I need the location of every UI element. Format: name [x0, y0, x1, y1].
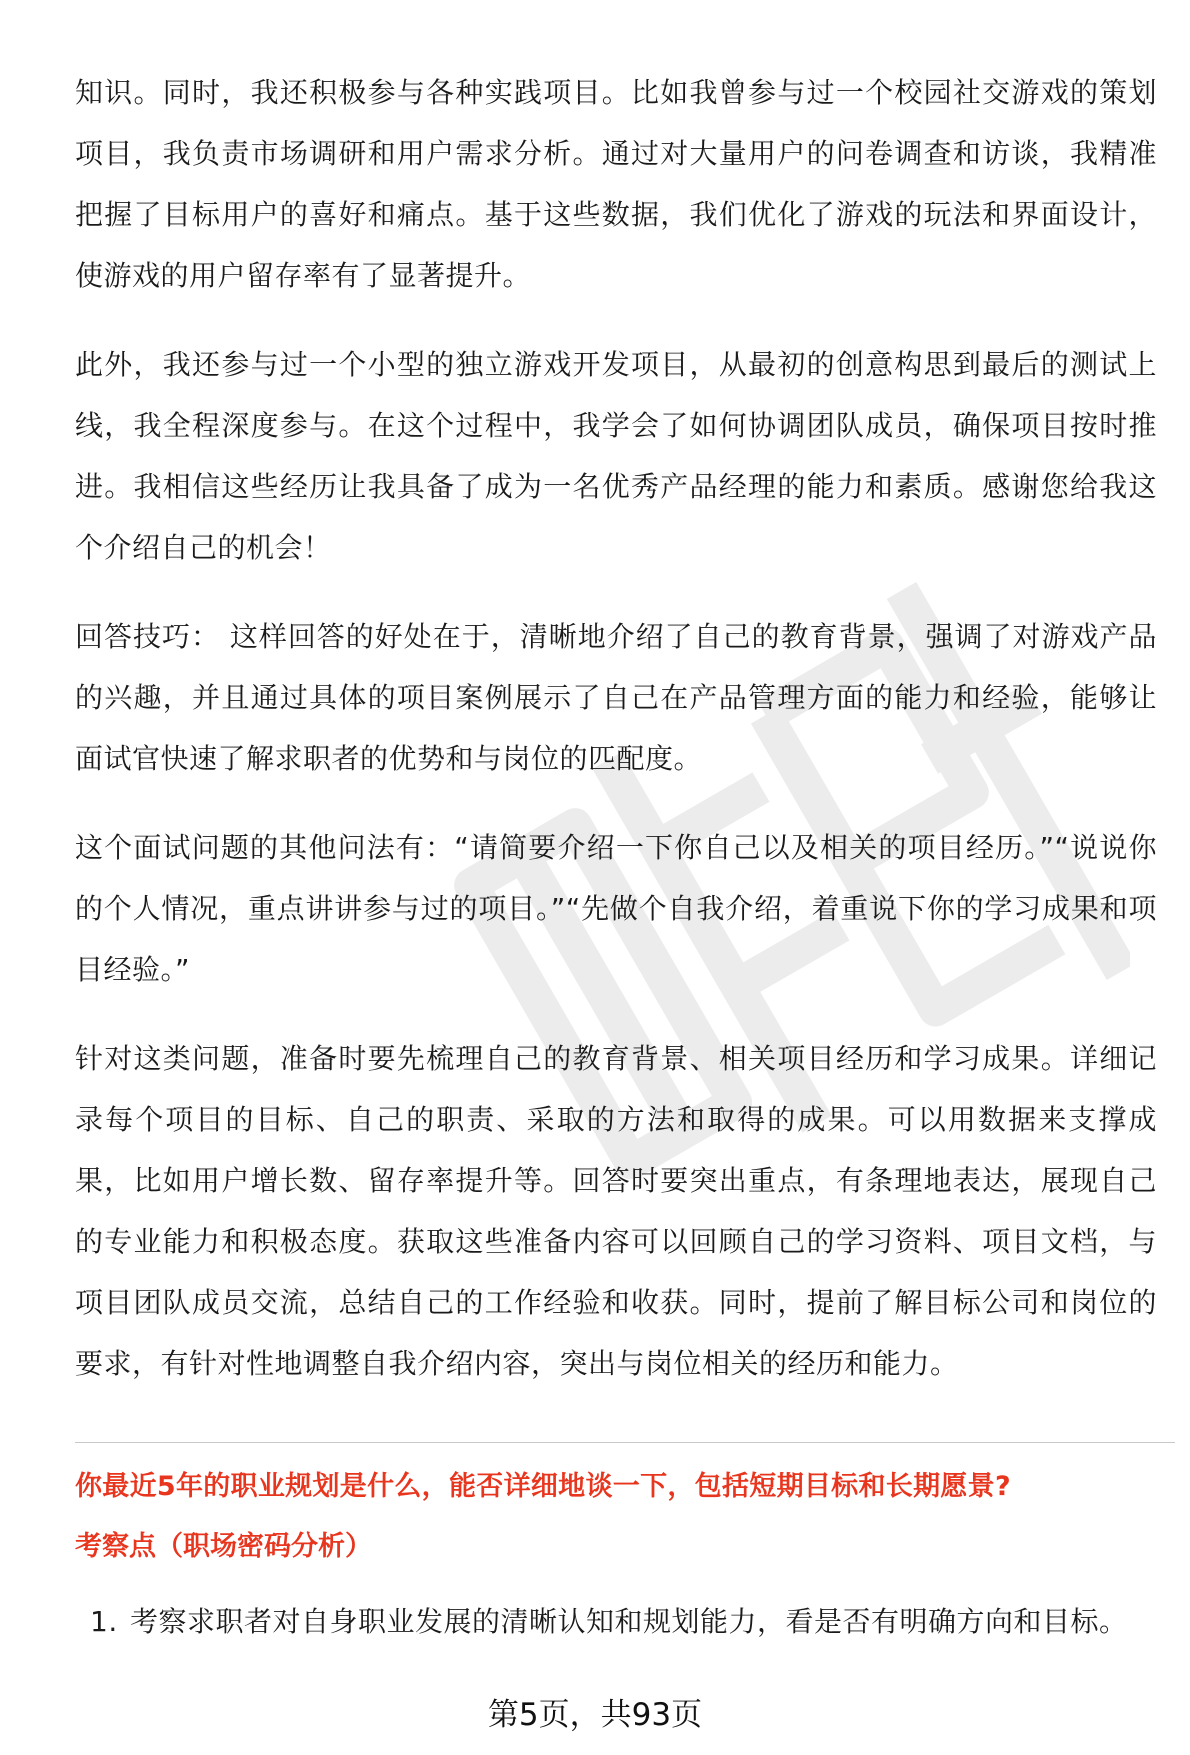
page-number-footer: 第5页，共93页 [487, 1697, 703, 1733]
paragraph-alternative-questions: 这个面试问题的其他问法有：“请简要介绍一下你自己以及相关的项目经历。”“说说你的个人情况，重点讲讲参与过的项目。”“先做个自我介绍，着重说下你的学习成果和项目经验。” [75, 831, 1157, 986]
interview-question-heading: 你最近5年的职业规划是什么，能否详细地谈一下，包括短期目标和长期愿景? [75, 1471, 1011, 1502]
assessment-points-heading: 考察点（职场密码分析） [75, 1531, 372, 1562]
section-divider [75, 1442, 1175, 1443]
paragraph-project-experience: 此外，我还参与过一个小型的独立游戏开发项目，从最初的创意构思到最后的测试上线，我全程深度参与。在这个过程中，我学会了如何协调团队成员，确保项目按时推进。我相信这些经历让我具备了成为一名优秀产品经理的能力和素质。感谢您给我这个介绍自己的机会！ [75, 348, 1157, 564]
list-item-number: 1. [90, 1605, 118, 1638]
paragraph-answer-tips: 回答技巧： 这样回答的好处在于，清晰地介绍了自己的教育背景，强调了对游戏产品的兴趣，并且通过具体的项目案例展示了自己在产品管理方面的能力和经验，能够让面试官快速了解求职者的优势和与岗位的匹配度。 [75, 620, 1157, 775]
document-body [75, 62, 1157, 1422]
assessment-points-list [90, 1592, 1130, 1652]
list-item [90, 1592, 1130, 1652]
paragraph-preparation-advice: 针对这类问题，准备时要先梳理自己的教育背景、相关项目经历和学习成果。详细记录每个项目的目标、自己的职责、采取的方法和取得的成果。可以用数据来支撑成果，比如用户增长数、留存率提升等。回答时要突出重点，有条理地表达，展现自己的专业能力和积极态度。获取这些准备内容可以回顾自己的学习资料、项目文档，与项目团队成员交流，总结自己的工作经验和收获。同时，提前了解目标公司和岗位的要求，有针对性地调整自我介绍内容，突出与岗位相关的经历和能力。 [75, 1042, 1157, 1380]
list-item-text: 考察求职者对自身职业发展的清晰认知和规划能力，看是否有明确方向和目标。 [130, 1605, 1128, 1638]
paragraph-continuation: 知识。同时，我还积极参与各种实践项目。比如我曾参与过一个校园社交游戏的策划项目，我负责市场调研和用户需求分析。通过对大量用户的问卷调查和访谈，我精准把握了目标用户的喜好和痛点。基于这些数据，我们优化了游戏的玩法和界面设计，使游戏的用户留存率有了显著提升。 [75, 76, 1157, 292]
